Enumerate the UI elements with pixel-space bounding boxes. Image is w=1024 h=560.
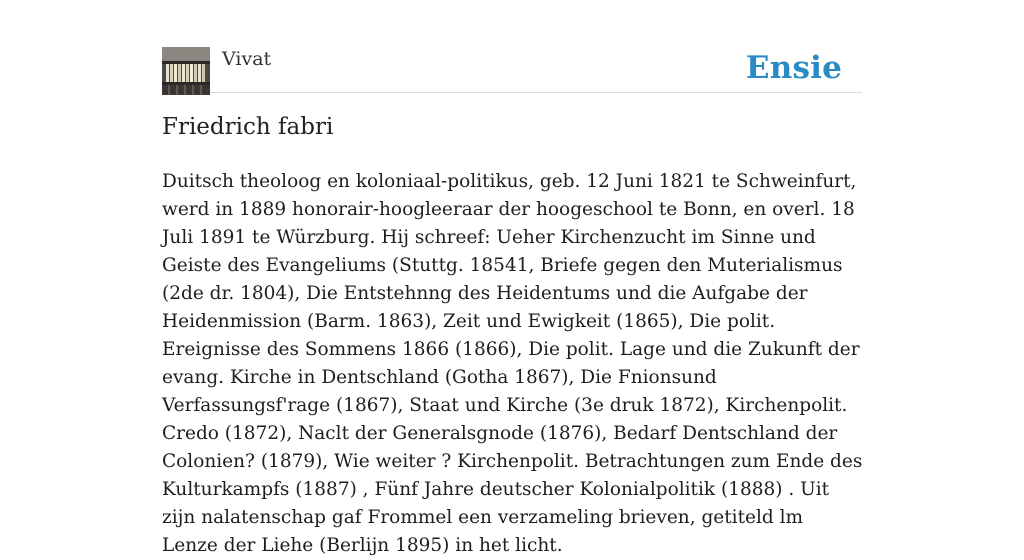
bookshelf-image (162, 47, 210, 95)
username-link[interactable]: Vivat (222, 48, 272, 70)
user-avatar[interactable] (162, 47, 210, 95)
site-header (162, 46, 862, 93)
entry-body: Duitsch theoloog en koloniaal-politikus, geb. 12 Juni 1821 te Schweinfurt, werd in 1889 honorair-hoogleeraar der hoogeschool te Bonn, en overl. 18 Juli 1891 te Würzburg. Hij schreef: Ueher Kirchenzucht im Sinne und Geiste des Evangeliums (Stuttg. 18541, Briefe gegen den Muterialismus (2de dr. 1804), Die Entstehnng des Heidentums und die Aufgabe der Heidenmission (Barm. 1863), Zeit und Ewigkeit (1865), Die polit. Ereignisse des Sommens 1866 (1866), Die polit. Lage und die Zukunft der evang. Kirche in Dentschland (Gotha 1867), Die Fnionsund Verfassungsf'rage (1867), Staat und Kirche (3e druk 1872), Kirchenpolit. Credo (1872), Naclt der Generalsgnode (1876), Bedarf Dentschland der Colonien? (1879), Wie weiter ? Kirchenpolit. Betrachtungen zum Ende des Kulturkampfs (1887) , Fünf Jahre deutscher Kolonialpolitik (1888) . Uit zijn nalatenschap gaf Frommel een verzameling brieven, getiteld lm Lenze der Liehe (Berlijn 1895) in het licht. (162, 171, 863, 556)
entry-title: Friedrich fabri (162, 114, 334, 140)
ensie-logo[interactable]: Ensie (745, 50, 842, 86)
